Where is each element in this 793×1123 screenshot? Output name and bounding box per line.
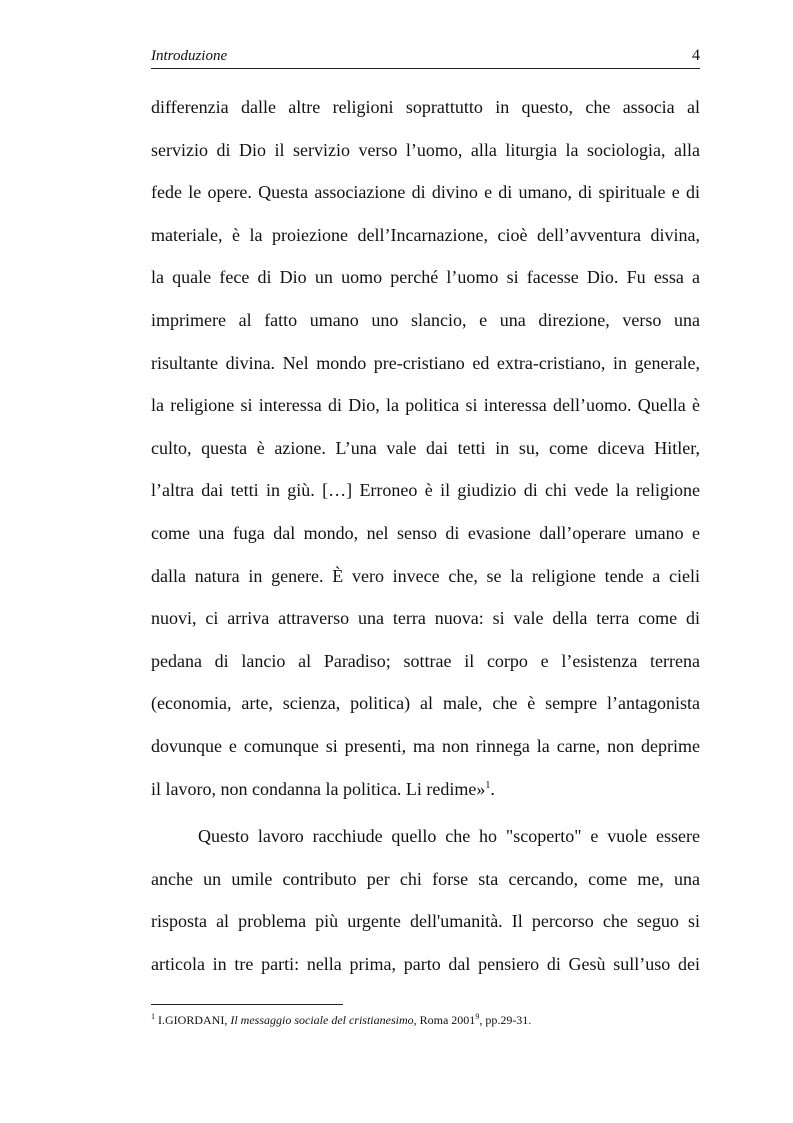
page-number: 4: [692, 47, 700, 64]
text-line: dovunque e comunque si presenti, ma non rinnega la carne, non deprime: [151, 735, 700, 756]
text-line: la religione si interessa di Dio, la politica si interessa dell’uomo. Quella è: [151, 395, 700, 416]
text-line: risultante divina. Nel mondo pre-cristiano ed extra-cristiano, in generale,: [151, 352, 700, 373]
last-line-text: il lavoro, non condanna la politica. Li redime»: [151, 778, 486, 799]
text-line: fede le opere. Questa associazione di divino e di umano, di spirituale e di: [151, 182, 700, 203]
text-line: culto, questa è azione. L’una vale dai tetti in su, come diceva Hitler,: [151, 437, 700, 458]
text-line: risposta al problema più urgente dell'umanità. Il percorso che seguo si: [151, 911, 700, 932]
quote-paragraph: [151, 96, 700, 820]
footnote-separator: [151, 1004, 343, 1005]
text-line: Questo lavoro racchiude quello che ho "scoperto" e vuole essere: [198, 826, 700, 846]
text-line: dalla natura in genere. È vero invece che, se la religione tende a cieli: [151, 565, 700, 586]
text-line: l’altra dai tetti in giù. […] Erroneo è il giudizio di chi vede la religione: [151, 480, 700, 501]
text-line: (economia, arte, scienza, politica) al male, che è sempre l’antagonista: [151, 693, 700, 714]
running-header: [151, 46, 700, 69]
text-line: pedana di lancio al Paradiso; sottrae il corpo e l’esistenza terrena: [151, 650, 700, 671]
text-line: nuovi, ci arriva attraverso una terra nuova: si vale della terra come di: [151, 608, 700, 629]
footnote-author: I.GIORDANI,: [158, 1013, 228, 1027]
text-line-last: [151, 778, 700, 821]
footnote-place: , Roma 2001: [413, 1013, 476, 1027]
text-line: anche un umile contributo per chi forse sta cercando, come me, una: [151, 868, 700, 889]
text-line: materiale, è la proiezione dell’Incarnazione, cioè dell’avventura divina,: [151, 224, 700, 245]
chapter-title: Introduzione: [151, 48, 228, 64]
text-line: la quale fece di Dio un uomo perché l’uomo si facesse Dio. Fu essa a: [151, 267, 700, 288]
footnote-reference[interactable]: 1: [485, 779, 491, 791]
text-line: come una fuga dal mondo, nel senso di evasione dall’operare umano e: [151, 522, 700, 543]
footnote-work-title: Il messaggio sociale del cristianesimo: [230, 1013, 414, 1027]
footnote-edition: 9: [475, 1012, 480, 1021]
intro-paragraph: [151, 825, 700, 995]
footnote: [151, 1013, 531, 1028]
text-line: differenzia dalle altre religioni soprattutto in questo, che associa al: [151, 97, 700, 117]
text-line: articola in tre parti: nella prima, parto dal pensiero di Gesù sull’uso dei: [151, 953, 700, 974]
footnote-marker: 1: [151, 1012, 155, 1021]
text-line: imprimere al fatto umano uno slancio, e una direzione, verso una: [151, 309, 700, 330]
footnote-pages: , pp.29-31.: [479, 1013, 532, 1027]
text-line: servizio di Dio il servizio verso l’uomo, alla liturgia la sociologia, alla: [151, 139, 700, 160]
last-line-period: .: [490, 778, 495, 799]
